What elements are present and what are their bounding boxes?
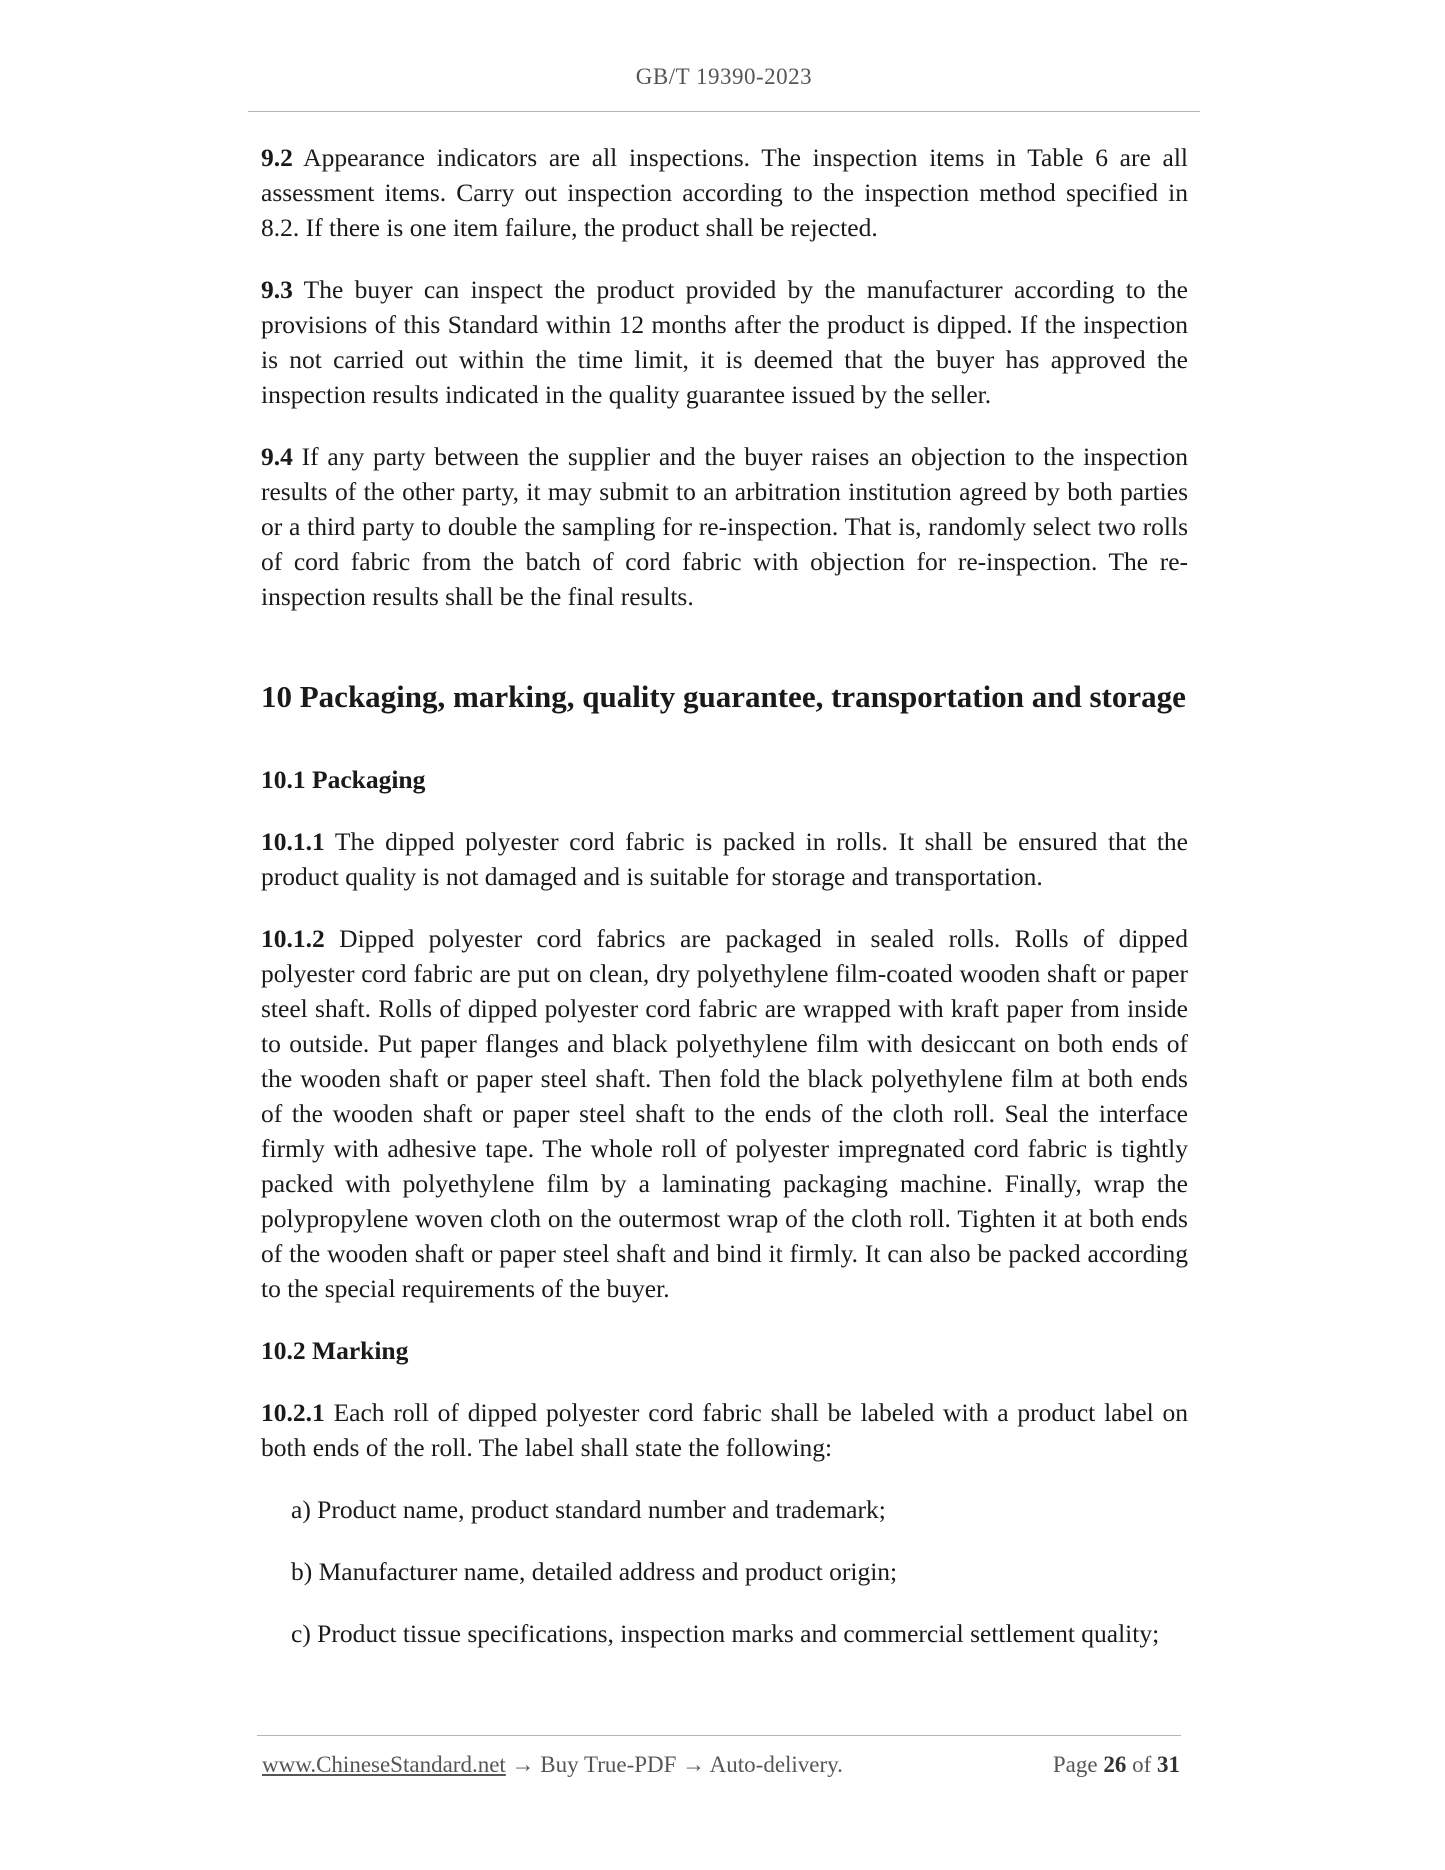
page-content [261, 140, 1188, 1678]
footer-tagline: → Buy True-PDF → Auto-delivery. [505, 1752, 843, 1777]
clause-text: The buyer can inspect the product provided by the manufacturer according to the provisions of this Standard within 12 months after the product is dipped. If the inspection is not carried out within the time limit, it is deemed that the buyer has approved the inspection results indicated in the quality guarantee issued by the seller. [261, 275, 1188, 409]
clause-number: 10.1.2 [261, 924, 325, 953]
clause-9-2 [261, 140, 1188, 245]
clause-text: Each roll of dipped polyester cord fabric shall be labeled with a product label on both ends of the roll. The label shall state the following: [261, 1398, 1188, 1462]
subsection-10-2-heading: 10.2 Marking [261, 1336, 409, 1365]
clause-text: If any party between the supplier and the buyer raises an objection to the inspection results of the other party, it may submit to an arbitration institution agreed by both parties or a third party to double the sampling for re-inspection. That is, randomly select two rolls of cord fabric from the batch of cord fabric with objection for re-inspection. The re-inspection results shall be the final results. [261, 442, 1188, 611]
clause-number: 9.2 [261, 143, 293, 172]
clause-number: 9.3 [261, 275, 293, 304]
list-item: b) Manufacturer name, detailed address and product origin; [291, 1557, 898, 1586]
footer-divider [257, 1735, 1181, 1736]
page-number-indicator [1053, 1752, 1180, 1778]
clause-10-2-1 [261, 1395, 1188, 1465]
website-link[interactable]: www.ChineseStandard.net [262, 1752, 506, 1777]
clause-text: Appearance indicators are all inspections. The inspection items in Table 6 are all assessment items. Carry out inspection according to the inspection method specified in 8.2. If there is one item failure, the product shall be rejected. [261, 143, 1188, 242]
list-item: c) Product tissue specifications, inspection marks and commercial settlement quality; [291, 1619, 1160, 1648]
clause-number: 10.1.1 [261, 827, 325, 856]
of-label: of [1126, 1752, 1157, 1777]
current-page-number: 26 [1103, 1752, 1127, 1777]
clause-number: 10.2.1 [261, 1398, 325, 1427]
list-item: a) Product name, product standard number and trademark; [291, 1495, 886, 1524]
section-10-heading: 10 Packaging, marking, quality guarantee, transportation and storage [261, 679, 1186, 714]
label-contents-list [261, 1492, 1188, 1651]
clause-text: Dipped polyester cord fabrics are packaged in sealed rolls. Rolls of dipped polyester cord fabric are put on clean, dry polyethylene film-coated wooden shaft or paper steel shaft. Rolls of dipped polyester cord fabric are wrapped with kraft paper from inside to outside. Put paper flanges and black polyethylene film with desiccant on both ends of the wooden shaft or paper steel shaft. Then fold the black polyethylene film at both ends of the wooden shaft or paper steel shaft to the ends of the cloth roll. Seal the interface firmly with adhesive tape. The whole roll of polyester impregnated cord fabric is tightly packed with polyethylene film by a laminating packaging machine. Finally, wrap the polypropylene woven cloth on the outermost wrap of the cloth roll. Tighten it at both ends of the wooden shaft or paper steel shaft and bind it firmly. It can also be packed according to the special requirements of the buyer. [261, 924, 1188, 1303]
page-label: Page [1052, 1752, 1104, 1777]
clause-9-4 [261, 439, 1188, 614]
clause-9-3 [261, 272, 1188, 412]
clause-10-1-1 [261, 824, 1188, 894]
subsection-10-1-heading: 10.1 Packaging [261, 765, 426, 794]
total-page-count: 31 [1157, 1752, 1180, 1777]
clause-number: 9.4 [261, 442, 293, 471]
header-divider [248, 111, 1200, 112]
clause-10-1-2 [261, 921, 1188, 1306]
clause-text: The dipped polyester cord fabric is packed in rolls. It shall be ensured that the product quality is not damaged and is suitable for storage and transportation. [261, 827, 1188, 891]
running-header: GB/T 19390-2023 [635, 64, 813, 89]
footer-promo [262, 1752, 843, 1778]
